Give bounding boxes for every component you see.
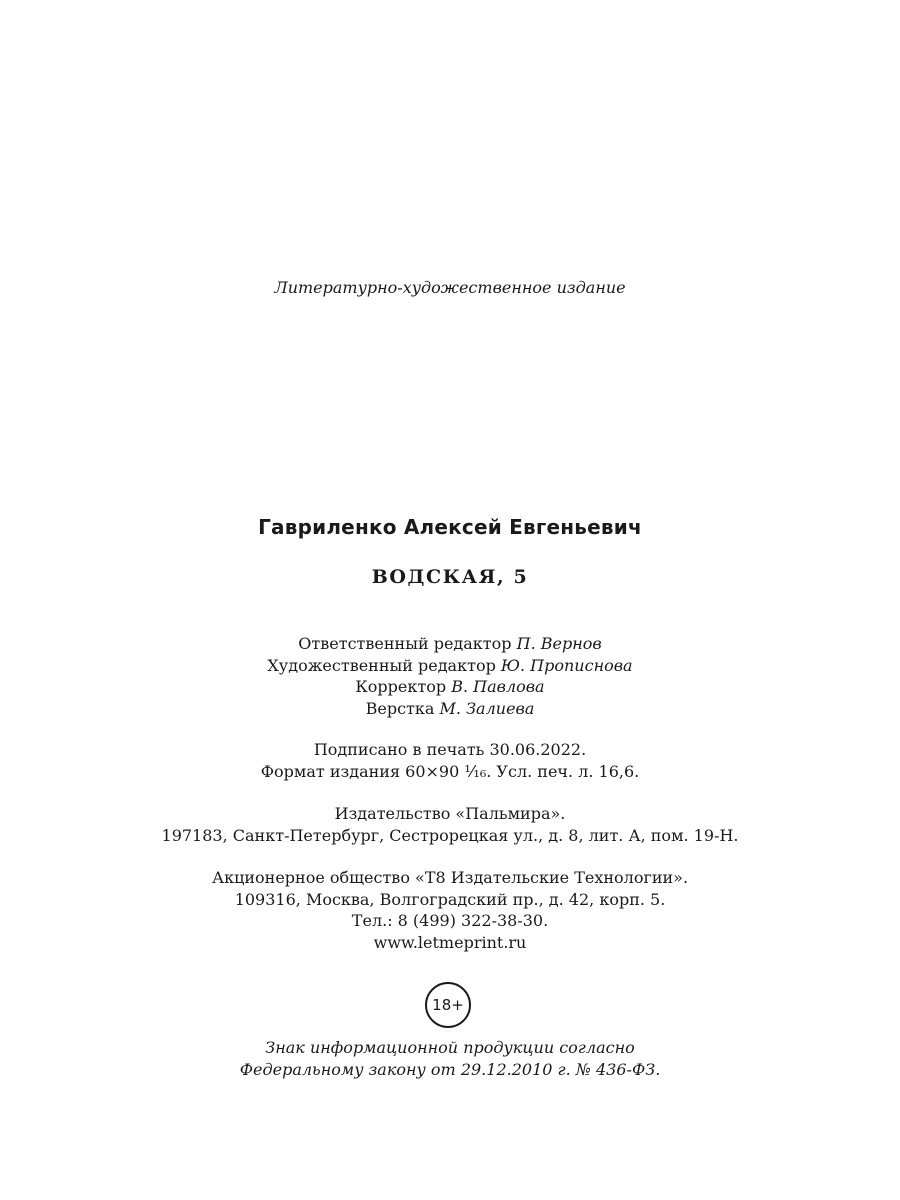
credit-name: М. Залиева bbox=[439, 698, 535, 718]
credit-name: В. Павлова bbox=[451, 677, 545, 696]
book-title: ВОДСКАЯ, 5 bbox=[371, 566, 529, 588]
printer-block bbox=[0, 867, 900, 953]
printer-address: 109316, Москва, Волгоградский пр., д. 42, корп. 5. bbox=[234, 889, 666, 909]
credit-line bbox=[0, 633, 900, 655]
publisher-address: 197183, Санкт-Петербург, Сестрорецкая ул., д. 8, лит. А, пом. 19-Н. bbox=[161, 825, 739, 845]
printer-website: www.letmeprint.ru bbox=[373, 932, 527, 952]
credit-name: Ю. Прописнова bbox=[500, 655, 633, 675]
credit-role: Корректор bbox=[355, 677, 447, 696]
credit-line bbox=[0, 698, 900, 720]
age-rating-badge: 18+ bbox=[425, 982, 471, 1028]
credits-block bbox=[0, 633, 900, 719]
credit-role: Художественный редактор bbox=[267, 655, 496, 675]
print-signed-date: Подписано в печать 30.06.2022. bbox=[313, 740, 587, 759]
publisher-block bbox=[0, 803, 900, 846]
age-notice-line: Федеральному закону от 29.12.2010 г. № 436-ФЗ. bbox=[239, 1059, 661, 1079]
credit-line bbox=[0, 676, 900, 698]
print-info-block bbox=[0, 739, 900, 782]
genre-label: Литературно-художественное издание bbox=[274, 278, 626, 297]
print-format: Формат издания 60×90 ¹⁄₁₆. Усл. печ. л. 16,6. bbox=[260, 761, 640, 781]
publisher-name: Издательство «Пальмира». bbox=[334, 804, 566, 823]
credit-line bbox=[0, 655, 900, 677]
credit-role: Верстка bbox=[365, 698, 435, 718]
author-name: Гавриленко Алексей Евгеньевич bbox=[258, 515, 642, 539]
printer-phone: Тел.: 8 (499) 322-38-30. bbox=[351, 911, 549, 930]
credit-role: Ответственный редактор bbox=[298, 634, 512, 653]
credit-name: П. Вернов bbox=[516, 634, 602, 653]
age-notice-line: Знак информационной продукции согласно bbox=[265, 1038, 635, 1057]
printer-name: Акционерное общество «Т8 Издательские Технологии». bbox=[211, 868, 689, 887]
age-notice bbox=[0, 1037, 900, 1080]
